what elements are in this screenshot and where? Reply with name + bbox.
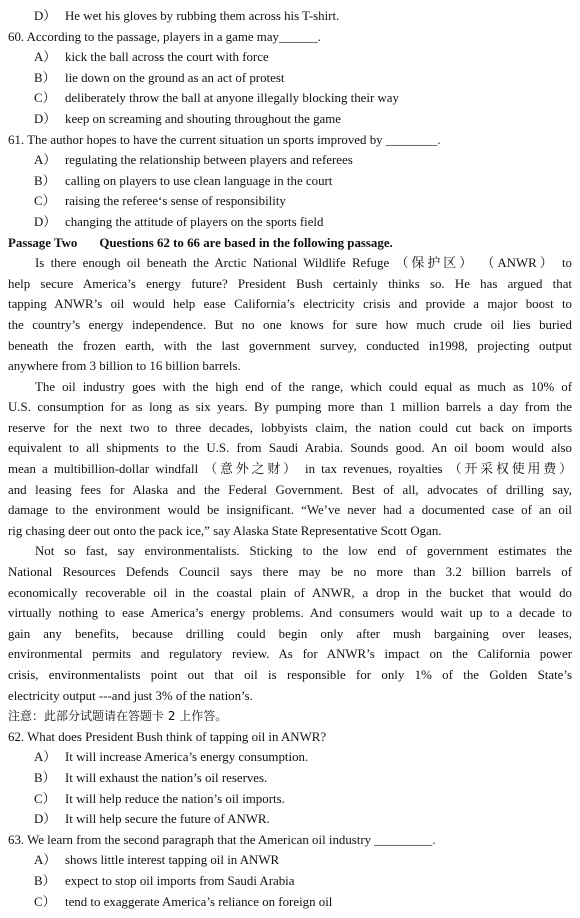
paragraph-line: Not so fast, say environmentalists. Sticking to the low end of government estimates the — [35, 544, 572, 559]
option-letter: B） — [34, 70, 56, 85]
paragraph-line: mean a multibillion-dollar windfall （意外之财） in tax revenues, royalties （开采权使用费） — [8, 462, 572, 477]
paragraph-line: tapping ANWR’s oil would help ease California’s electricity crisis and provide a major boost to — [8, 297, 572, 312]
option-text: He wet his gloves by rubbing them across his T-shirt. — [65, 9, 340, 23]
option-text: It will help secure the future of ANWR. — [65, 812, 270, 827]
option-63-a — [8, 850, 572, 871]
option-text: lie down on the ground as an act of protest — [65, 70, 285, 85]
option-63-c — [8, 892, 572, 913]
passage-title: Passage Two — [8, 235, 78, 250]
passage-paragraph-3 — [8, 541, 572, 706]
option-text: raising the referee‘s sense of responsibility — [65, 194, 286, 209]
paragraph-line: virtually nothing to ease America’s energy problems. And consumers would wait up to a decade to — [8, 606, 572, 621]
option-letter: C） — [34, 791, 56, 806]
paragraph-line: crisis, environmentalists point out that oil is responsible for only 1% of the Golden State’s — [8, 668, 572, 682]
option-letter: C） — [34, 194, 56, 209]
option-text: changing the attitude of players on the sports field — [65, 214, 324, 229]
paragraph-line: gain any benefits, because drilling could begin only after mush bargaining over leases, — [8, 626, 572, 641]
option-61-b — [8, 171, 572, 192]
option-61-a — [8, 150, 572, 171]
option-text: It will increase America’s energy consumption. — [65, 750, 309, 765]
question-60-stem: 60. According to the passage, players in a game may______. — [8, 29, 321, 44]
option-letter: B） — [34, 770, 56, 785]
paragraph-line: and leasing fees for Alaska and the Federal Government. Best of all, advocates of drilling say, — [8, 482, 572, 497]
option-62-a — [8, 747, 572, 768]
passage-heading — [8, 233, 572, 254]
option-60-a — [8, 47, 572, 68]
option-text: It will help reduce the nation’s oil imports. — [65, 791, 285, 806]
option-text: tend to exaggerate America’s reliance on foreign oil — [65, 894, 333, 909]
option-63-b — [8, 871, 572, 892]
paragraph-line: economically recoverable oil in the coastal plain of ANWR, a drop in the bucket that would do — [8, 585, 572, 600]
option-61-c — [8, 191, 572, 212]
option-letter: A） — [34, 750, 57, 765]
option-letter: C） — [34, 894, 56, 909]
option-letter: A） — [34, 50, 57, 65]
question-61-stem: 61. The author hopes to have the current situation un sports improved by ________. — [8, 132, 441, 147]
option-letter: A） — [34, 153, 57, 168]
option-text: deliberately throw the ball at anyone illegally blocking their way — [65, 91, 399, 106]
paragraph-line: U.S. consumption for as long as six years. By pumping more than 1 million barrels a day from the — [8, 400, 572, 415]
paragraph-line: rig chasing deer out onto the pack ice,” say Alaska State Representative Scott Ogan. — [8, 523, 442, 538]
passage-subtitle: Questions 62 to 66 are based in the following passage. — [99, 235, 393, 250]
option-letter: D） — [34, 9, 57, 23]
option-text: regulating the relationship between players and referees — [65, 153, 353, 168]
option-62-b — [8, 768, 572, 789]
option-letter: D） — [34, 812, 57, 827]
option-text: kick the ball across the court with force — [65, 50, 269, 65]
option-letter: C） — [34, 91, 56, 106]
paragraph-line: electricity output ---and just 3% of the nation’s. — [8, 688, 253, 703]
paragraph-line: equivalent to all shipments to the U.S. from Saudi Arabia. Sounds good. An oil boom would also — [8, 441, 572, 456]
paragraph-line: beneath the frozen earth, with the last government survey, conducted in1998, projecting output — [8, 338, 572, 353]
option-text: expect to stop oil imports from Saudi Arabia — [65, 873, 295, 888]
paragraph-line: damage to the environment would be insignificant. “We’ve never had a documented case of an oil — [8, 503, 572, 518]
option-60-c — [8, 88, 572, 109]
paragraph-line: The oil industry goes with the high end of the range, which could equal as much as 10% of — [35, 379, 572, 394]
option-text: calling on players to use clean language in the court — [65, 173, 333, 188]
passage-paragraph-2 — [8, 377, 572, 542]
option-62-d — [8, 809, 572, 830]
option-61-d — [8, 212, 572, 233]
option-60-b — [8, 68, 572, 89]
option-letter: B） — [34, 873, 56, 888]
question-62-stem: 62. What does President Bush think of tapping oil in ANWR? — [8, 729, 327, 744]
paragraph-line: anywhere from 3 billion to 16 billion barrels. — [8, 359, 241, 374]
option-text: keep on screaming and shouting throughout the game — [65, 111, 342, 126]
option-letter: A） — [34, 853, 57, 868]
option-60-d — [8, 109, 572, 130]
answer-sheet-note: 注意：此部分试题请在答题卡 2 上作答。 — [8, 709, 228, 724]
option-text: It will exhaust the nation’s oil reserves. — [65, 770, 268, 785]
paragraph-line: National Resources Defends Council says there may be no more than 3.2 billion barrels of — [8, 565, 572, 580]
paragraph-line: Is there enough oil beneath the Arctic National Wildlife Refuge （保护区） （ANWR） to — [35, 256, 572, 271]
option-62-c — [8, 789, 572, 810]
paragraph-line: environmental permits and regulatory review. As for ANWR’s impact on the California power — [8, 647, 572, 662]
option-59-d — [8, 6, 572, 27]
option-letter: B） — [34, 173, 56, 188]
option-text: shows little interest tapping oil in ANWR — [65, 853, 280, 868]
option-letter: D） — [34, 111, 57, 126]
question-63-stem: 63. We learn from the second paragraph that the American oil industry _________. — [8, 832, 436, 847]
passage-paragraph-1 — [8, 253, 572, 377]
paragraph-line: the country’s energy independence. But no one knows for sure how much crude oil lies buried — [8, 317, 572, 332]
paragraph-line: reserve for the next two to three decades, lobbyists claim, the nation could cut back on imports — [8, 420, 572, 435]
option-letter: D） — [34, 214, 57, 229]
paragraph-line: help secure America’s energy future? President Bush certainly thinks so. He has argued that — [8, 276, 572, 291]
